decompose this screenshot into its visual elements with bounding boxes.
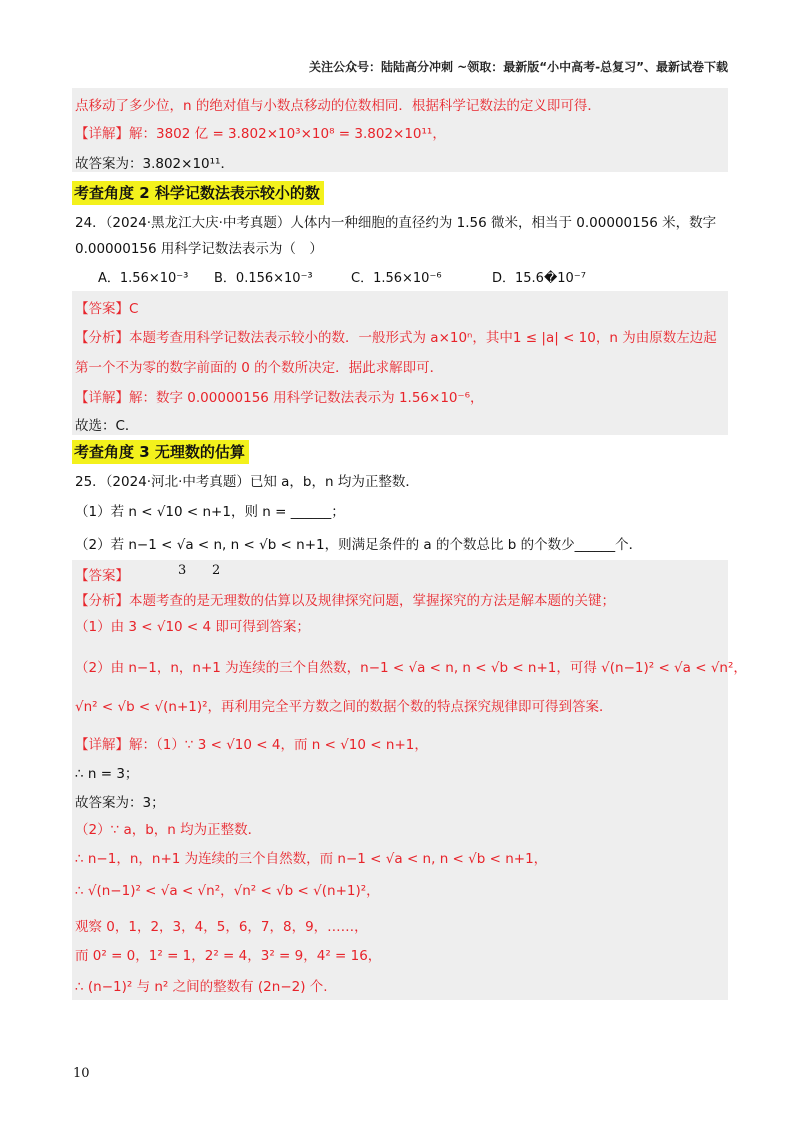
page-header: 关注公众号：陆陆高分冲刺 ~领取：最新版“小中高考-总复习”、最新试卷下载: [309, 60, 728, 74]
detail-25-part2-step5: ∴ (n−1)² 与 n² 之间的整数有 (2n−2) 个.: [75, 979, 328, 995]
section-heading-3: 考查角度 3 无理数的估算: [72, 440, 249, 464]
page-number: 10: [73, 1066, 90, 1081]
detail-25-answer: 故答案为：3；: [75, 795, 165, 811]
final-24: 故选：C．: [75, 418, 139, 434]
analysis-25-part2: （2）由 n−1，n，n+1 为连续的三个自然数，n−1 < √a < n, n < √b < n+1，可得 √(n−1)² < √a < √n²，: [75, 660, 747, 676]
question-25-part2: （2）若 n−1 < √a < n, n < √b < n+1，则满足条件的 a 的个数总比 b 的个数少______个．: [75, 537, 643, 553]
answer-25-value-1: 3: [178, 563, 187, 578]
detail-25-part2-step4: 而 0² = 0，1² = 1，2² = 4，3² = 9，4² = 16，: [75, 948, 382, 964]
analysis-24-cont: 第一个不为零的数字前面的 0 的个数所决定．据此求解即可．: [75, 360, 444, 376]
question-24-stem: 24．（2024·黑龙江大庆·中考真题）人体内一种细胞的直径约为 1.56 微米，相当于 0.00000156 米，数字: [75, 215, 717, 231]
detail-24: 【详解】解：数字 0.00000156 用科学记数法表示为 1.56×10⁻⁶，: [75, 390, 484, 406]
answer-line: 故答案为：3.802×10¹¹．: [75, 156, 234, 172]
option-c: C．1.56×10⁻⁶: [351, 271, 442, 286]
question-25-part1: （1）若 n < √10 < n+1，则 n = ______；: [75, 504, 345, 520]
question-25-stem: 25．（2024·河北·中考真题）已知 a，b，n 均为正整数．: [75, 474, 419, 490]
detail-25-part2-step1: ∴ n−1，n，n+1 为连续的三个自然数，而 n−1 < √a < n, n < √b < n+1，: [75, 851, 548, 867]
detail-25-part2: （2）∵ a，b，n 均为正整数．: [75, 822, 262, 838]
option-d: D．15.6�10⁻⁷: [492, 271, 586, 286]
option-a: A．1.56×10⁻³: [98, 271, 189, 286]
analysis-25-part1: （1）由 3 < √10 < 4 即可得到答案；: [75, 619, 310, 635]
answer-25-value-2: 2: [212, 563, 221, 578]
section-heading-2: 考查角度 2 科学记数法表示较小的数: [72, 181, 324, 205]
detail-line: 【详解】解：3802 亿 = 3.802×10³×10⁸ = 3.802×10¹¹，: [75, 126, 446, 142]
question-24-stem-cont: 0.00000156 用科学记数法表示为（ ）: [75, 241, 323, 257]
detail-25-part2-step3: 观察 0，1，2，3，4，5，6，7，8，9，……，: [75, 919, 368, 935]
answer-24: 【答案】C: [75, 301, 139, 317]
analysis-tail: 点移动了多少位，n 的绝对值与小数点移动的位数相同．根据科学记数法的定义即可得．: [75, 98, 601, 114]
analysis-25: 【分析】本题考查的是无理数的估算以及规律探究问题，掌握探究的方法是解本题的关键；: [75, 593, 615, 609]
detail-25-part2-step2: ∴ √(n−1)² < √a < √n²，√n² < √b < √(n+1)²，: [75, 883, 380, 899]
analysis-25-part2-cont: √n² < √b < √(n+1)²，再利用完全平方数之间的数据个数的特点探究规律即可得到答案．: [75, 699, 613, 715]
detail-25-step: ∴ n = 3；: [75, 766, 139, 782]
answer-25-label: 【答案】: [75, 568, 129, 584]
detail-25: 【详解】解：（1）∵ 3 < √10 < 4，而 n < √10 < n+1，: [75, 737, 428, 753]
option-b: B．0.156×10⁻³: [214, 271, 313, 286]
analysis-24: 【分析】本题考查用科学记数法表示较小的数．一般形式为 a×10ⁿ，其中1 ≤ |a| < 10，n 为由原数左边起: [75, 330, 717, 346]
